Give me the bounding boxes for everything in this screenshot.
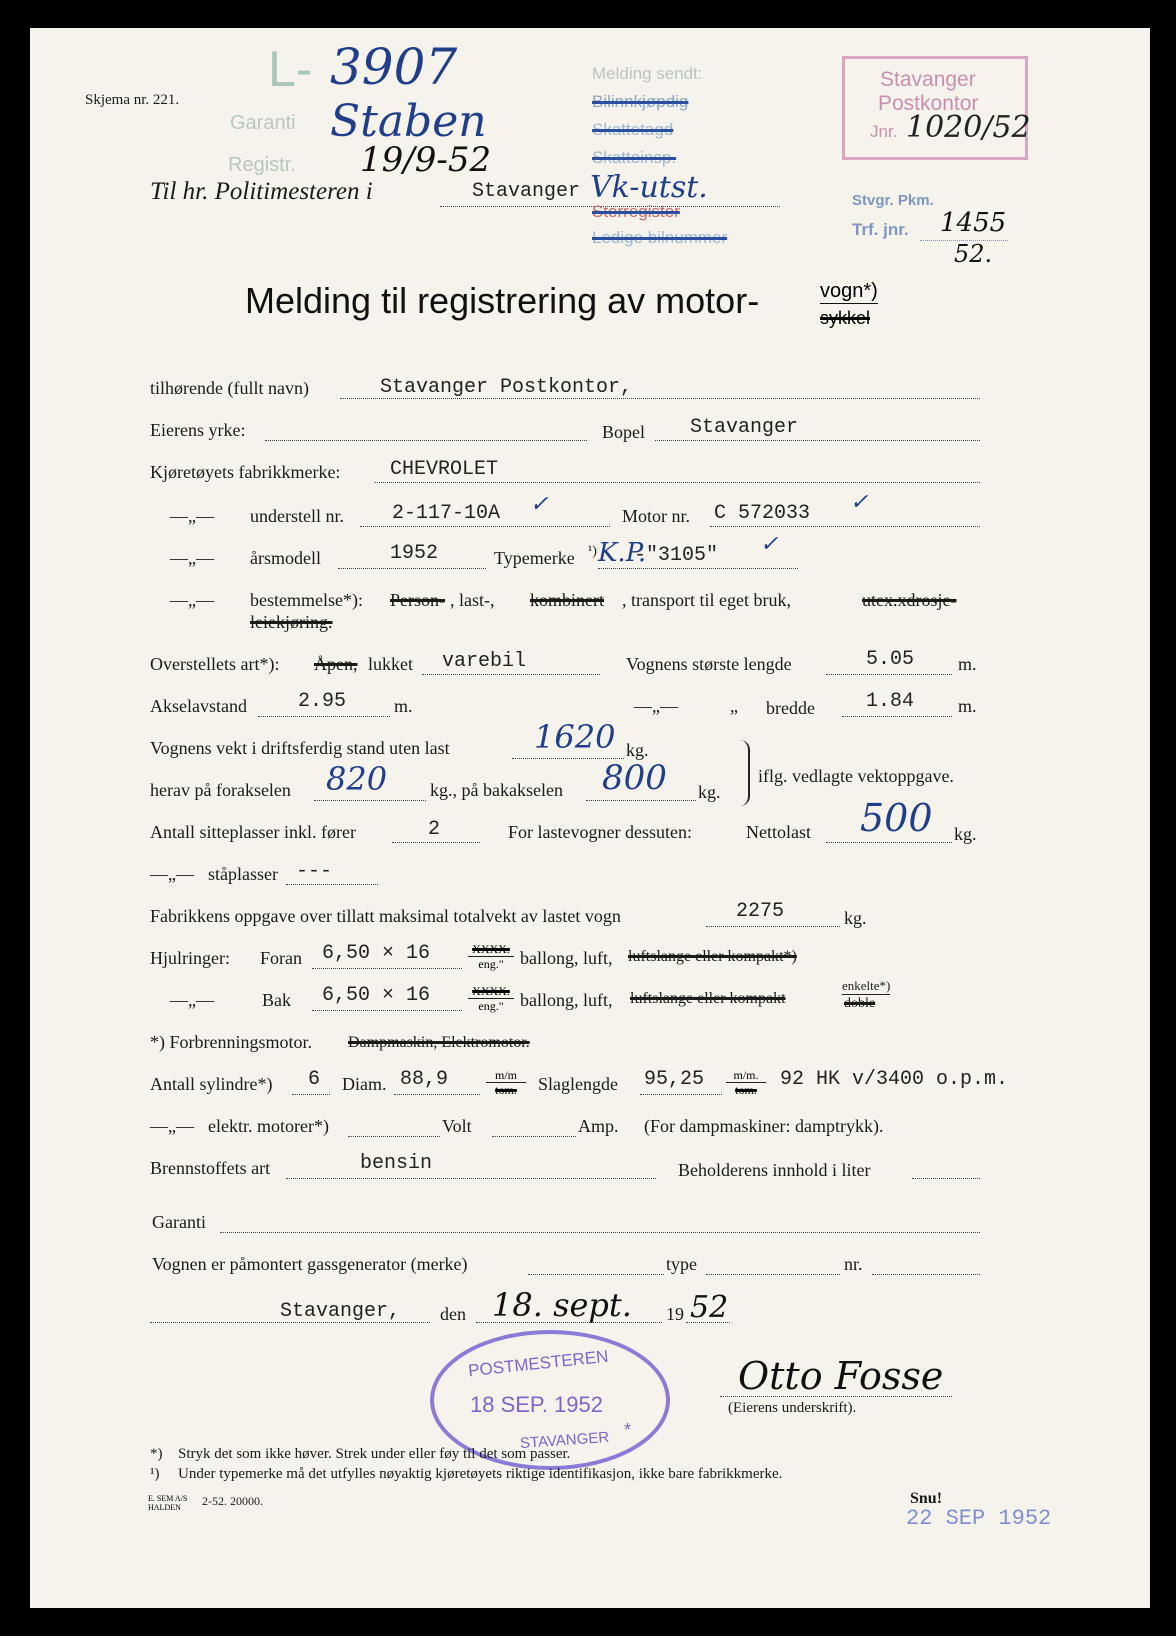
signature-caption: (Eierens underskrift). [728,1400,857,1416]
residence-label: Bopel [602,422,645,442]
body-lukket: lukket [368,654,413,674]
make-line [375,482,980,483]
standing-label: ståplasser [208,864,278,884]
signature-line [720,1396,952,1397]
payload-label: Nettolast [746,822,811,842]
diameter-value: 88,9 [400,1068,449,1091]
postmaster-stamp-star: * [624,1420,632,1440]
length-unit: m. [958,654,977,674]
seats-value: 2 [428,818,441,841]
diameter-unit-top: m/m [486,1068,526,1083]
length-line [826,674,952,675]
recipient-city: Stavanger [472,180,581,203]
gas-type-label: type [666,1254,697,1274]
max-weight-unit: kg. [844,908,867,928]
gas-label: Vognen er påmontert gassgenerator (merke) [152,1254,468,1274]
printer-line-2: HALDEN [148,1503,181,1512]
wheels-front-value: 6,50 × 16 [322,942,431,965]
amp-line [492,1136,576,1137]
melding-item-4: Sterregister [592,202,680,221]
year-line [338,568,486,569]
printer-line-1: E. SEM A/S [148,1494,188,1503]
tire-doble: doble [844,996,876,1011]
tire-unit-rear [468,984,514,1013]
chassis-line [360,526,610,527]
stroke-line [640,1094,722,1095]
l-prefix: L- [268,41,313,97]
title-option-sykkel: sykkel [820,308,871,328]
footnote-1: Stryk det som ikke høver. Strek under eller føy til det som passer. [178,1446,571,1462]
form-page [30,28,1150,1608]
tire-unit-front-bottom: eng." [478,957,504,971]
purpose-person: Person- [390,590,445,610]
melding-item-5: Ledige bilnummer [592,228,728,247]
wheelbase-unit: m. [394,696,413,716]
footnote-2: Under typemerke må det utfylles nøyaktig kjøretøyets riktige identifikasjon, ikke bare fabrikkmerke. [178,1466,783,1482]
signature-date: 18. sept. [492,1286,632,1324]
signature-year-prefix: 19 [666,1304,684,1324]
weight-label: Vognens vekt i driftsferdig stand uten last [150,738,450,758]
fuel-value: bensin [360,1152,433,1175]
recipient-extra: Vk-utst. [590,170,708,205]
stroke-unit [726,1068,766,1097]
weight-bracket [738,740,750,806]
date-handwriting: 19/9-52 [360,140,492,180]
body-label: Overstellets art*): [150,654,280,674]
width-value: 1.84 [866,690,915,713]
owner-label: tilhørende (fullt navn) [150,378,309,398]
electric-label: elektr. motorer*) [208,1116,329,1136]
stroke-unit-top: m/m. [726,1068,766,1083]
stroke-value: 95,25 [644,1068,705,1091]
horsepower-value: 92 HK v/3400 o.p.m. [780,1068,1009,1091]
title-option-vogn: vogn*) [820,280,878,302]
tire-unit-rear-top: XXXX. [468,984,514,999]
diameter-unit [486,1068,526,1097]
rear-axle-unit: kg. [698,782,721,802]
postmaster-stamp-bottom: STAVANGER [519,1428,610,1453]
front-axle-value: 820 [326,760,388,798]
printer-name [148,1494,187,1512]
motor-label: Motor nr. [622,506,691,526]
engine-struck: Dampmaskin, Elektromotor. [348,1034,530,1051]
stamp-office-line2: Postkontor [878,92,979,115]
cargo-label: For lastevogner dessuten: [508,822,692,842]
ditto-electric: —„— [150,1116,194,1136]
type-line [598,568,798,569]
motor-value: C 572033 [714,502,811,525]
garanti-label: Garanti [152,1212,206,1232]
print-run: 2-52. 20000. [202,1494,263,1508]
stroke-label: Slaglengde [538,1074,618,1094]
footnote-1-mark: *) [150,1446,163,1462]
signature-place: Stavanger, [280,1300,401,1323]
body-line [422,674,600,675]
tire-type-front: ballong, luft, [520,948,613,968]
max-weight-value: 2275 [736,900,785,923]
year-label: årsmodell [250,548,321,568]
stroke-unit-bottom: tom. [735,1083,757,1097]
purpose-leiekjoring: leiekjøring. [250,612,333,632]
tire-struck-rear: luftslange eller kompakt [630,990,786,1007]
stvgr-label: Stvgr. Pkm. [852,192,934,209]
fuel-line [286,1178,656,1179]
type-value: -"3105" [634,544,719,567]
wheels-front-line [312,968,462,969]
stamp-jnr-number: 1020/52 [906,110,1031,145]
weight-unit: kg. [626,740,649,760]
garanti-line [220,1232,980,1233]
l-number: 3907 [330,38,458,96]
signature-den-label: den [440,1304,466,1324]
wheelbase-label: Akselavstand [150,696,247,716]
owner-signature: Otto Fosse [738,1354,944,1398]
stamp-office-line1: Stavanger [880,68,976,91]
motor-line [710,526,980,527]
residence-value: Stavanger [690,416,799,439]
width-quote: „ [730,696,738,716]
standing-value: --- [296,860,333,883]
melding-item-1: Bilinnkjøpdig [592,92,689,111]
width-unit: m. [958,696,977,716]
owner-value: Stavanger Postkontor, [380,376,633,399]
motor-checkmark: ✓ [850,490,869,515]
turn-over-note: Snu! [910,1490,943,1507]
wheelbase-line [258,716,390,717]
width-line [842,716,952,717]
type-label: Typemerke [494,548,575,568]
signature-year: 52 [690,1290,729,1325]
rear-axle-label: kg., på bakakselen [430,780,563,800]
wheels-front-label: Foran [260,948,302,968]
garanti-handwriting: Staben [330,96,487,147]
body-value: varebil [442,650,527,673]
wheels-label: Hjulringer: [150,948,230,968]
engine-label: *) Forbrenningsmotor. [150,1032,312,1052]
wheels-rear-value: 6,50 × 16 [322,984,431,1007]
chassis-checkmark: ✓ [530,492,549,517]
ditto-wheels-rear: —„— [170,990,214,1010]
ditto-purpose: —„— [170,590,214,610]
rear-axle-value: 800 [602,758,667,798]
type-checkmark: ✓ [760,532,779,557]
purpose-last: , last-, [450,590,495,610]
gas-nr-line [872,1274,980,1275]
payload-line [826,842,952,843]
rear-axle-line [586,800,696,801]
gas-nr-label: nr. [844,1254,863,1274]
chassis-label: understell nr. [250,506,344,526]
make-label: Kjøretøyets fabrikkmerke: [150,462,341,482]
gas-make-line [528,1274,664,1275]
occupation-line [265,440,587,441]
ditto-year: —„— [170,548,214,568]
weight-value: 1620 [534,718,616,756]
front-axle-line [314,800,426,801]
volt-line [348,1136,440,1137]
garanti-label-faint: Garanti [230,112,296,134]
tire-enkelte: enkelte*) [842,978,891,993]
form-number: Skjema nr. 221. [85,92,180,108]
melding-item-3: Skatteinsp. [592,148,677,167]
postmaster-stamp-top: POSTMESTEREN [467,1346,610,1381]
residence-line [655,440,980,441]
occupation-label: Eierens yrke: [150,420,246,440]
length-value: 5.05 [866,648,915,671]
wheels-rear-line [312,1010,462,1011]
purpose-transport: , transport til eget bruk, [622,590,791,610]
front-axle-label: herav på forakselen [150,780,291,800]
trf-number: 1455 [940,208,1007,238]
tire-type-rear: ballong, luft, [520,990,613,1010]
cylinders-value: 6 [308,1068,321,1091]
ditto-width: —„— [634,696,678,716]
gas-type-line [706,1274,840,1275]
wheelbase-value: 2.95 [298,690,347,713]
fuel-label: Brennstoffets art [150,1158,271,1178]
diameter-unit-bottom: tom. [495,1083,517,1097]
body-apen: Åpen, [314,654,358,674]
year-value: 1952 [390,542,439,565]
footnote-2-mark: ¹) [150,1466,160,1482]
standing-line [286,884,378,885]
purpose-label: bestemmelse*): [250,590,363,610]
steam-label: (For dampmaskiner: damptrykk). [644,1116,884,1136]
purpose-drosje: utex.xdrosje- [862,590,957,610]
amp-label: Amp. [578,1116,619,1136]
payload-value: 500 [860,796,933,840]
postmaster-stamp-date: 18 SEP. 1952 [470,1392,603,1417]
type-footnote-mark: ¹) [588,544,597,559]
tire-unit-rear-bottom: eng." [478,999,504,1013]
seats-line [392,842,480,843]
make-value: CHEVROLET [390,458,499,481]
seats-label: Antall sitteplasser inkl. fører [150,822,356,842]
ditto-standing: —„— [150,864,194,884]
wheels-rear-label: Bak [262,990,291,1010]
tank-label: Beholderens innhold i liter [678,1160,871,1180]
tire-struck-front: luftslange eller kompakt*) [628,948,797,965]
volt-label: Volt [442,1116,472,1136]
trf-year: 52. [954,240,993,268]
max-weight-label: Fabrikkens oppgave over tillatt maksimal totalvekt av lastet vogn [150,906,621,926]
diameter-line [394,1094,480,1095]
form-title: Melding til registrering av motor- [245,280,760,321]
registr-label-faint: Registr. [228,154,296,176]
tank-line [912,1178,980,1179]
max-weight-line [706,926,840,927]
payload-unit: kg. [954,824,977,844]
tire-unit-front-top: XXXX. [468,942,514,957]
chassis-value: 2-117-10A [392,502,501,525]
diameter-label: Diam. [342,1074,387,1094]
length-label: Vognens største lengde [626,654,792,674]
melding-sendt-label: Melding sendt: [592,64,703,83]
weight-reference: iflg. vedlagte vektoppgave. [758,766,954,786]
width-label: bredde [766,698,815,718]
purpose-kombinert: kombinert [530,590,604,610]
recipient-label: Til hr. Politimesteren i [150,178,373,205]
stamp-jnr-label: Jnr. [870,122,898,141]
tire-unit-front [468,942,514,971]
cylinders-label: Antall sylindre*) [150,1074,273,1094]
received-date-stamp: 22 SEP 1952 [906,1506,1052,1531]
ditto-chassis: —„— [170,506,214,526]
melding-item-2: Skattetagd [592,120,674,139]
trf-label: Trf. jnr. [852,220,909,239]
cylinders-line [292,1094,330,1095]
type-handwriting: K.P. [598,538,647,568]
